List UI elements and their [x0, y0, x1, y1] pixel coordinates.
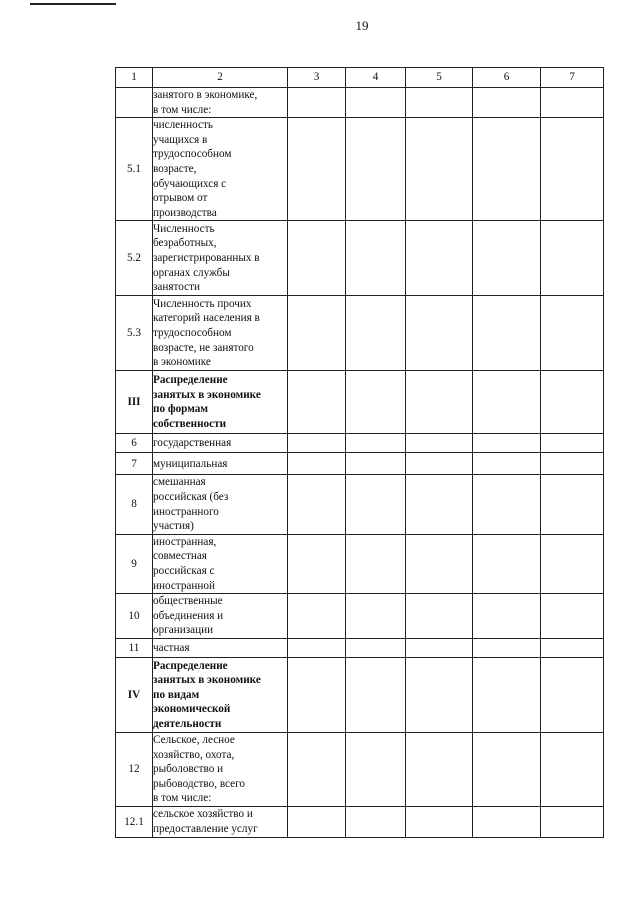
empty-cell [473, 594, 541, 639]
table-row [116, 639, 604, 658]
empty-cell [473, 639, 541, 658]
row-number: 12.1 [116, 807, 153, 838]
empty-cell [541, 118, 604, 221]
column-header: 3 [288, 68, 346, 88]
row-number: 7 [116, 453, 153, 475]
empty-cell [473, 534, 541, 593]
row-number: 5.3 [116, 296, 153, 371]
empty-cell [346, 639, 406, 658]
row-description: смешанная российская (без иностранного участия) [153, 475, 288, 534]
empty-cell [473, 296, 541, 371]
empty-cell [406, 296, 473, 371]
empty-cell [288, 475, 346, 534]
empty-cell [406, 118, 473, 221]
row-description: общественные объединения и организации [153, 594, 288, 639]
row-number: III [116, 371, 153, 434]
empty-cell [406, 639, 473, 658]
empty-cell [541, 475, 604, 534]
row-number: 5.2 [116, 221, 153, 296]
empty-cell [288, 733, 346, 807]
empty-cell [473, 475, 541, 534]
empty-cell [406, 88, 473, 118]
table-row [116, 371, 604, 434]
empty-cell [288, 88, 346, 118]
header-row [116, 68, 604, 88]
empty-cell [288, 807, 346, 838]
row-number: 11 [116, 639, 153, 658]
empty-cell [473, 118, 541, 221]
empty-cell [541, 371, 604, 434]
row-number: 8 [116, 475, 153, 534]
empty-cell [288, 594, 346, 639]
row-number: 9 [116, 534, 153, 593]
column-header: 5 [406, 68, 473, 88]
row-description: частная [153, 639, 288, 658]
table-row [116, 733, 604, 807]
table-row [116, 807, 604, 838]
empty-cell [473, 371, 541, 434]
empty-cell [406, 807, 473, 838]
empty-cell [346, 807, 406, 838]
empty-cell [541, 221, 604, 296]
table-row [116, 658, 604, 733]
row-description: численность учащихся в трудоспособном возрасте, обучающихся с отрывом от производства [153, 118, 288, 221]
empty-cell [406, 534, 473, 593]
empty-cell [473, 733, 541, 807]
column-header: 1 [116, 68, 153, 88]
empty-cell [541, 88, 604, 118]
empty-cell [541, 434, 604, 453]
empty-cell [541, 453, 604, 475]
row-number: 5.1 [116, 118, 153, 221]
row-description: занятого в экономике, в том числе: [153, 88, 288, 118]
table-row [116, 434, 604, 453]
row-description: муниципальная [153, 453, 288, 475]
column-header: 7 [541, 68, 604, 88]
empty-cell [288, 221, 346, 296]
empty-cell [346, 118, 406, 221]
empty-cell [406, 221, 473, 296]
statistics-table [115, 67, 604, 838]
empty-cell [288, 639, 346, 658]
table-row [116, 296, 604, 371]
empty-cell [406, 434, 473, 453]
empty-cell [406, 658, 473, 733]
empty-cell [541, 296, 604, 371]
table-row [116, 594, 604, 639]
row-number: 12 [116, 733, 153, 807]
empty-cell [346, 88, 406, 118]
table-row [116, 221, 604, 296]
empty-cell [406, 475, 473, 534]
empty-cell [406, 733, 473, 807]
empty-cell [288, 434, 346, 453]
empty-cell [288, 296, 346, 371]
empty-cell [473, 658, 541, 733]
empty-cell [346, 453, 406, 475]
empty-cell [346, 594, 406, 639]
row-number: 10 [116, 594, 153, 639]
empty-cell [406, 371, 473, 434]
empty-cell [473, 88, 541, 118]
empty-cell [406, 594, 473, 639]
table-row [116, 475, 604, 534]
empty-cell [541, 534, 604, 593]
table-row [116, 118, 604, 221]
empty-cell [541, 658, 604, 733]
empty-cell [473, 221, 541, 296]
table-row [116, 453, 604, 475]
column-header: 6 [473, 68, 541, 88]
column-header: 4 [346, 68, 406, 88]
empty-cell [541, 639, 604, 658]
empty-cell [346, 534, 406, 593]
empty-cell [346, 221, 406, 296]
row-description: Сельское, лесное хозяйство, охота, рыболовство и рыбоводство, всего в том числе: [153, 733, 288, 807]
row-description: сельское хозяйство и предоставление услуг [153, 807, 288, 838]
row-description: Распределение занятых в экономике по видам экономической деятельности [153, 658, 288, 733]
empty-cell [288, 371, 346, 434]
row-description: Распределение занятых в экономике по формам собственности [153, 371, 288, 434]
row-number: 6 [116, 434, 153, 453]
row-description: Численность прочих категорий населения в трудоспособном возрасте, не занятого в экономике [153, 296, 288, 371]
empty-cell [346, 733, 406, 807]
empty-cell [346, 371, 406, 434]
row-number [116, 88, 153, 118]
empty-cell [541, 733, 604, 807]
empty-cell [288, 118, 346, 221]
row-number: IV [116, 658, 153, 733]
table-row [116, 88, 604, 118]
empty-cell [288, 453, 346, 475]
row-description: государственная [153, 434, 288, 453]
row-description: Численность безработных, зарегистрированных в органах службы занятости [153, 221, 288, 296]
empty-cell [473, 807, 541, 838]
table-row [116, 534, 604, 593]
top-rule [30, 3, 116, 5]
empty-cell [288, 658, 346, 733]
empty-cell [346, 475, 406, 534]
row-description: иностранная, совместная российская с иностранной [153, 534, 288, 593]
empty-cell [346, 658, 406, 733]
empty-cell [346, 434, 406, 453]
empty-cell [288, 534, 346, 593]
empty-cell [473, 434, 541, 453]
empty-cell [473, 453, 541, 475]
empty-cell [406, 453, 473, 475]
empty-cell [346, 296, 406, 371]
column-header: 2 [153, 68, 288, 88]
page-number: 19 [355, 18, 369, 33]
empty-cell [541, 807, 604, 838]
empty-cell [541, 594, 604, 639]
